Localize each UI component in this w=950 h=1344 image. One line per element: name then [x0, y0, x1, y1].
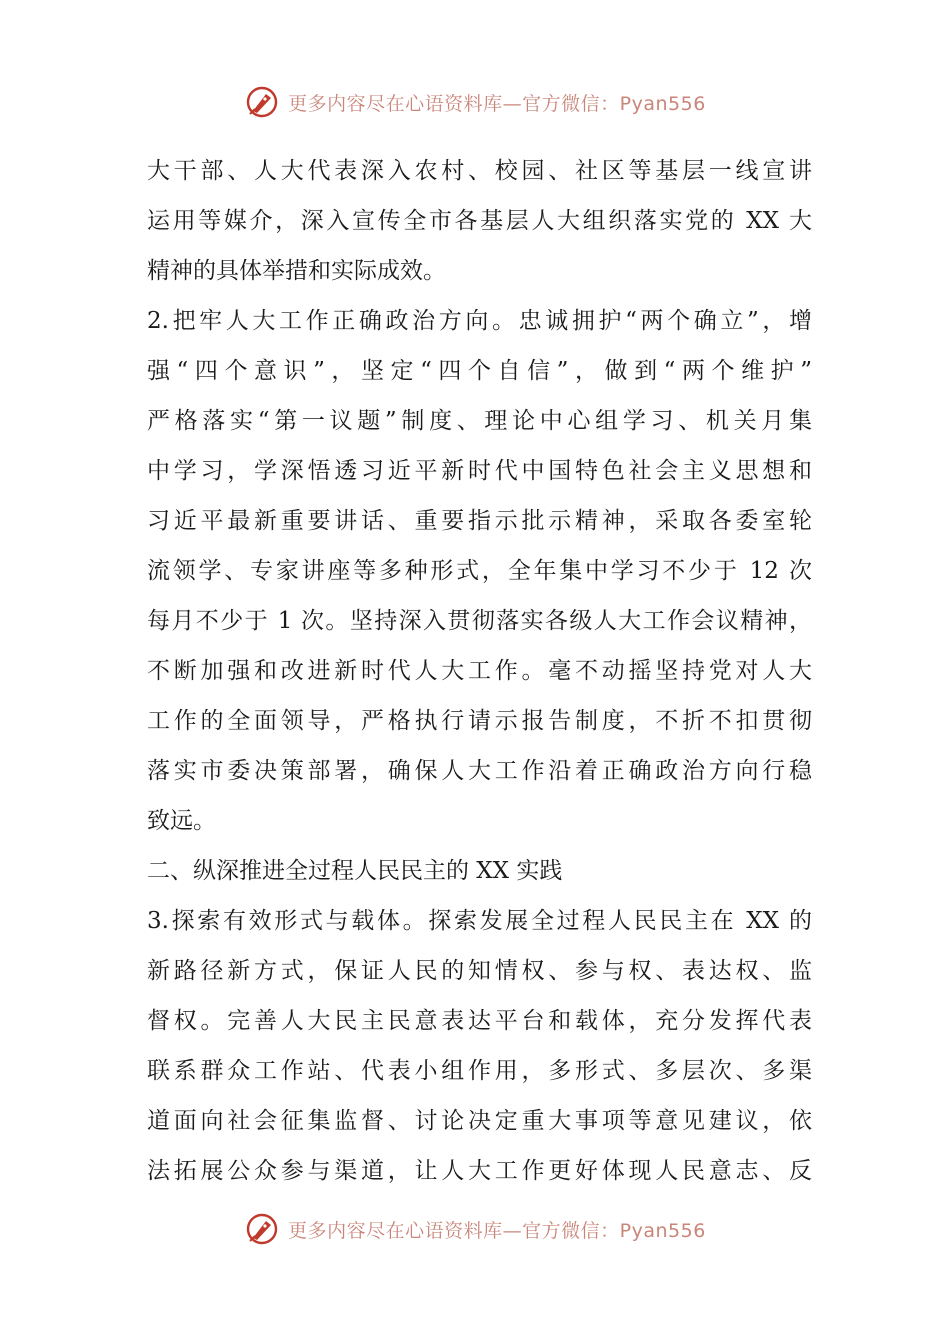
text-line: 强“四个意识”，坚定“四个自信”，做到“两个维护” — [147, 358, 812, 384]
text-line: 督权。完善人大民主民意表达平台和载体，充分发挥代表 — [147, 1008, 812, 1034]
text-line: 道面向社会征集监督、讨论决定重大事项等意见建议，依 — [147, 1108, 812, 1134]
text-line: 新路径新方式，保证人民的知情权、参与权、表达权、监 — [147, 958, 812, 984]
wechat-id: Pyan556 — [619, 92, 706, 115]
text-line: 工作的全面领导，严格执行请示报告制度，不折不扣贯彻 — [147, 708, 812, 734]
watermark-text: 更多内容尽在心语资料库—官方微信：Pyan556 — [288, 1219, 706, 1242]
text-line: 大干部、人大代表深入农村、校园、社区等基层一线宣讲 — [147, 158, 812, 184]
text-line: 运用等媒介，深入宣传全市各基层人大组织落实党的 XX 大 — [147, 208, 812, 234]
text-line: 2.把牢人大工作正确政治方向。忠诚拥护“两个确立”，增 — [147, 308, 812, 334]
text-line: 法拓展公众参与渠道，让人大工作更好体现人民意志、反 — [147, 1158, 812, 1184]
document-body — [147, 146, 812, 1196]
text-line: 流领学、专家讲座等多种形式，全年集中学习不少于 12 次 — [147, 558, 812, 584]
watermark-header — [0, 82, 950, 122]
pen-nib-circle-icon — [244, 84, 280, 120]
watermark-text: 更多内容尽在心语资料库—官方微信：Pyan556 — [288, 92, 706, 115]
pen-nib-circle-icon — [244, 1211, 280, 1247]
text-line: 落实市委决策部署，确保人大工作沿着正确政治方向行稳 — [147, 758, 812, 784]
text-line: 习近平最新重要讲话、重要指示批示精神，采取各委室轮 — [147, 508, 812, 534]
text-line: 二、纵深推进全过程人民民主的 XX 实践 — [147, 858, 563, 884]
text-line: 3.探索有效形式与载体。探索发展全过程人民民主在 XX 的 — [147, 908, 812, 934]
wechat-id: Pyan556 — [619, 1219, 706, 1242]
text-line: 致远。 — [147, 808, 216, 834]
text-line: 精神的具体举措和实际成效。 — [147, 258, 446, 284]
text-line: 不断加强和改进新时代人大工作。毫不动摇坚持党对人大 — [147, 658, 812, 684]
text-line: 中学习，学深悟透习近平新时代中国特色社会主义思想和 — [147, 458, 812, 484]
text-line: 严格落实“第一议题”制度、理论中心组学习、机关月集 — [147, 408, 812, 434]
watermark-footer — [0, 1209, 950, 1249]
text-line: 联系群众工作站、代表小组作用，多形式、多层次、多渠 — [147, 1058, 812, 1084]
text-line: 每月不少于 1 次。坚持深入贯彻落实各级人大工作会议精神， — [147, 608, 812, 634]
